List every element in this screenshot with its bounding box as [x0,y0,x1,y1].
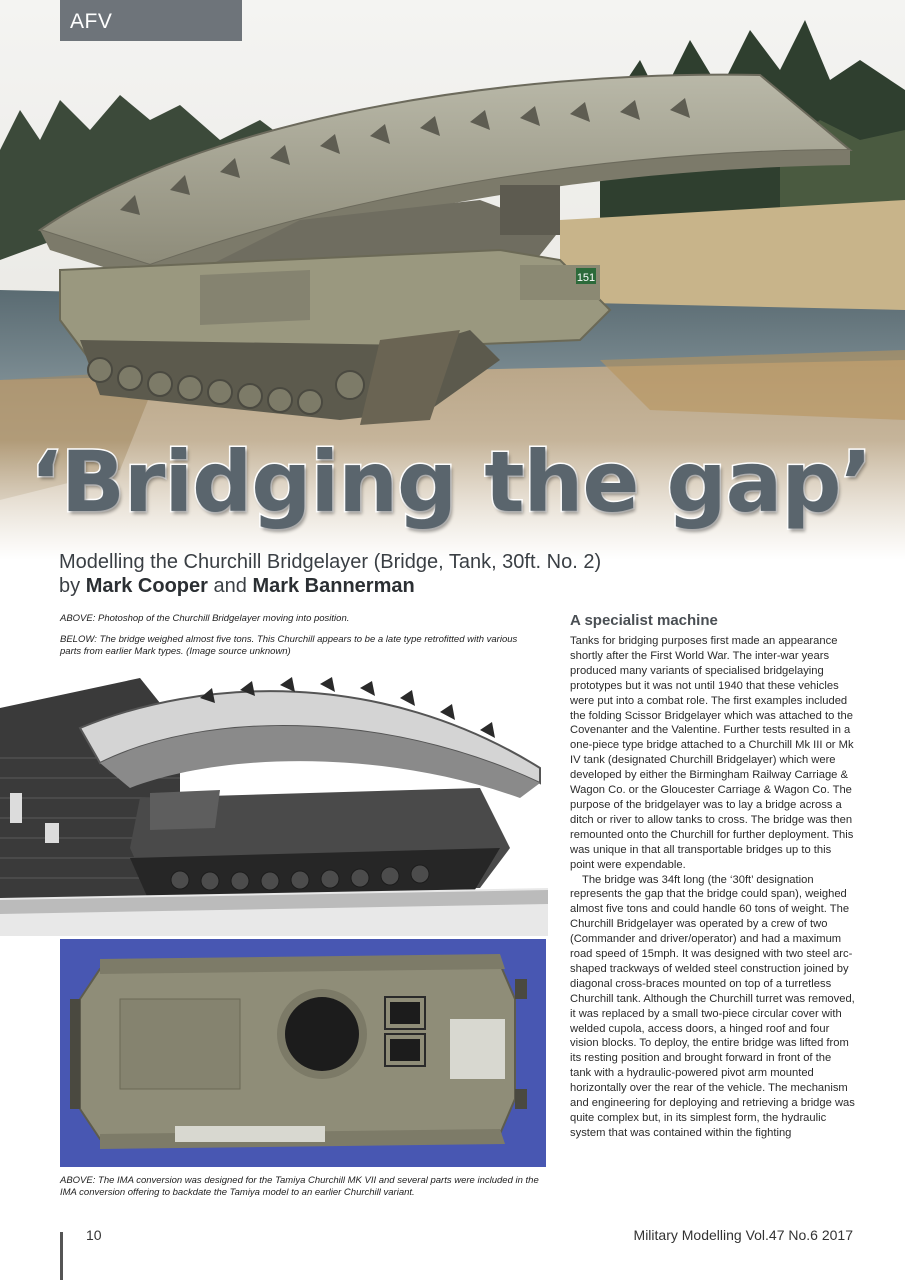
author-name-2: Mark Bannerman [252,575,415,597]
page-title: ‘Bridging the gap’ [30,433,872,531]
page-number: 10 [86,1227,102,1243]
magazine-issue: Military Modelling Vol.47 No.6 2017 [633,1227,853,1243]
article-paragraph-2: The bridge was 34ft long (the ‘30ft’ designation represents the gap that the bridge could span), weighed almost five tons and could handle 60 tons of weight. The Churchill Bridgelayer was operated by a crew of two (Commander and driver/operator) and had a maximum road speed of 15mph. It was designed with two steel arc-shaped trackways of welded steel construction joined by diagonal cross-braces mounted on top of a turretless Churchill tank. Although the Churchill turret was removed, it was replaced by a small two-piece circular cover with welded cupola, access doors, a hinged roof and four vision blocks. To deploy, the entire bridge was lifted from its resting position and brought forward in front of the tank with a hydraulic-powered pivot arm mounted horizontally over the rear of the vehicle. The mechanism and engineering for deploying and retrieving a bridge was quite complex but, in its simplest form, the hydraulic system that was contained within the fighting [570,873,855,1139]
author-name-1: Mark Cooper [85,575,208,597]
vehicle-number-badge: 151 [576,272,596,284]
caption-model: ABOVE: The IMA conversion was designed for the Tamiya Churchill MK VII and several parts were included in the IMA conversion offering to backdate the Tamiya model to an earlier Churchill variant. [60,1175,539,1198]
article-column [570,612,855,1141]
model-photo [60,939,546,1167]
section-heading: A specialist machine [570,612,718,629]
section-tab [60,0,242,41]
section-label: AFV [70,10,113,33]
caption-above: ABOVE: Photoshop of the Churchill Bridgelayer moving into position. [60,613,350,624]
archive-photo [0,668,548,936]
subtitle [59,551,879,574]
byline-conjunction: and [213,575,247,597]
folio-rule [60,1232,63,1280]
byline [59,575,415,598]
subtitle-text: Modelling the Churchill Bridgelayer (Bridge, Tank, 30ft. No. 2) [59,551,602,573]
article-paragraph-1: Tanks for bridging purposes first made an appearance shortly after the First World War. The inter-war years produced many variants of specialised bridgelaying prototypes but it was not until 1940 that these vehicles were put into a combat role. The first examples included the folding Scissor Bridgelayer which was attached to the Covenanter and the Valentine. Further tests resulted in a one-piece type bridge attached to a Churchill Mk III or Mk IV tank (designated Churchill Bridgelayer) which were developed by either the Birmingham Railway Carriage & Wagon Co. or the Gloucester Carriage & Wagon Co. The purpose of the bridgelayer was to lay a bridge across a ditch or river to allow tanks to cross. The bridge was then remounted onto the Churchill for further deployment. This was unique in that all transportable bridges up to this point were expendable. [570,635,854,871]
caption-below: BELOW: The bridge weighed almost five tons. This Churchill appears to be a late type retrofitted with various parts from earlier Mark types. (Image source unknown) [60,634,518,657]
byline-prefix: by [59,575,81,597]
